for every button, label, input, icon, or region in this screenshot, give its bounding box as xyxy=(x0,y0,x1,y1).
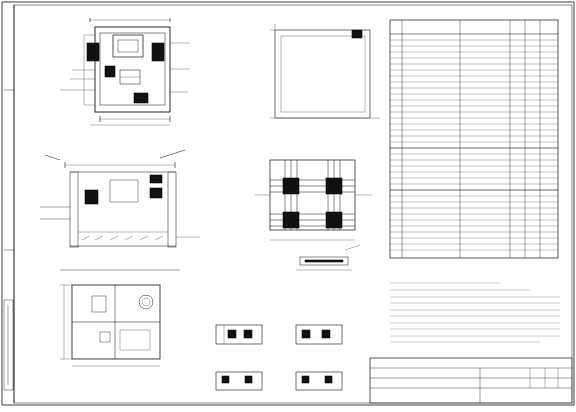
title-block xyxy=(370,358,572,403)
small-section-detail xyxy=(296,245,360,270)
side-stamp xyxy=(4,300,13,390)
rebar-detail xyxy=(255,160,372,240)
mini-details xyxy=(216,325,342,390)
plan-view-main xyxy=(60,18,190,125)
spec-table xyxy=(390,20,558,258)
notes-block xyxy=(390,283,560,342)
section-view xyxy=(40,150,200,247)
top-detail-panel xyxy=(270,24,380,118)
bottom-plan xyxy=(60,270,180,366)
